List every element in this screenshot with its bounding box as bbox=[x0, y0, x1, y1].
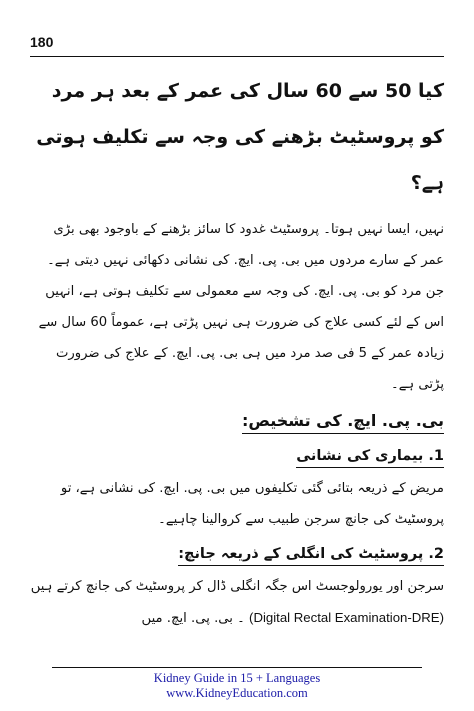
page-number: 180 bbox=[30, 34, 54, 50]
footer-divider bbox=[52, 667, 422, 668]
section-2-title-text: 2. پروسٹیٹ کی انگلی کے ذریعہ جانچ: bbox=[178, 543, 444, 566]
question-title: کیا 50 سے 60 سال کی عمر کے بعد ہر مرد کو پروسٹیٹ بڑھنے کی وجہ سے تکلیف ہوتی ہے؟ bbox=[36, 80, 444, 194]
section-2-text-before: سرجن اور یورولوجسٹ اس جگہ انگلی ڈال کر پروسٹیٹ کی جانچ کرتے ہیں bbox=[30, 579, 444, 594]
footer-website-link[interactable]: www.KidneyEducation.com bbox=[166, 686, 308, 700]
diagnosis-heading-text: بی. پی. ایچ. کی تشخیص: bbox=[242, 409, 444, 434]
section-2-title bbox=[28, 537, 444, 571]
section-2-text-after: ۔ بی. پی. ایچ. میں bbox=[141, 611, 250, 626]
footer bbox=[0, 671, 474, 701]
page-content bbox=[28, 68, 444, 634]
section-1-title-text: 1. بیماری کی نشانی bbox=[296, 445, 444, 468]
section-2-text bbox=[28, 571, 444, 634]
answer-paragraph: نہیں، ایسا نہیں ہوتا۔ پروسٹیٹ غدود کا سائز بڑھنے کے باوجود بھی بڑی عمر کے سارے مردوں میں بی. پی. ایچ. کی نشانی دکھائی نہیں دیتی ہے۔ جن مرد کو بی. پی. ایچ. کی وجہ سے معمولی سے تکلیف ہوتی ہے، انہیں اس کے لئے کسی علاج کی ضرورت ہی نہیں پڑتی ہے، عموماً 60 سال سے زیادہ عمر کے 5 فی صد مرد میں ہی بی. پی. ایچ. کے علاج کی ضرورت پڑتی ہے۔ bbox=[38, 222, 444, 392]
dre-english-term: (Digital Rectal Examination-DRE) bbox=[249, 610, 444, 625]
section-1-title bbox=[28, 439, 444, 473]
footer-title: Kidney Guide in 15 + Languages bbox=[153, 671, 321, 685]
diagnosis-heading bbox=[28, 404, 444, 437]
section-1-text: مریض کے ذریعہ بتائی گئی تکلیفوں میں بی. پی. ایچ. کی نشانی ہے، تو پروسٹیٹ کی جانچ سرجن طبیب سے کروالینا چاہیے۔ bbox=[60, 481, 444, 527]
header-divider bbox=[30, 56, 444, 57]
